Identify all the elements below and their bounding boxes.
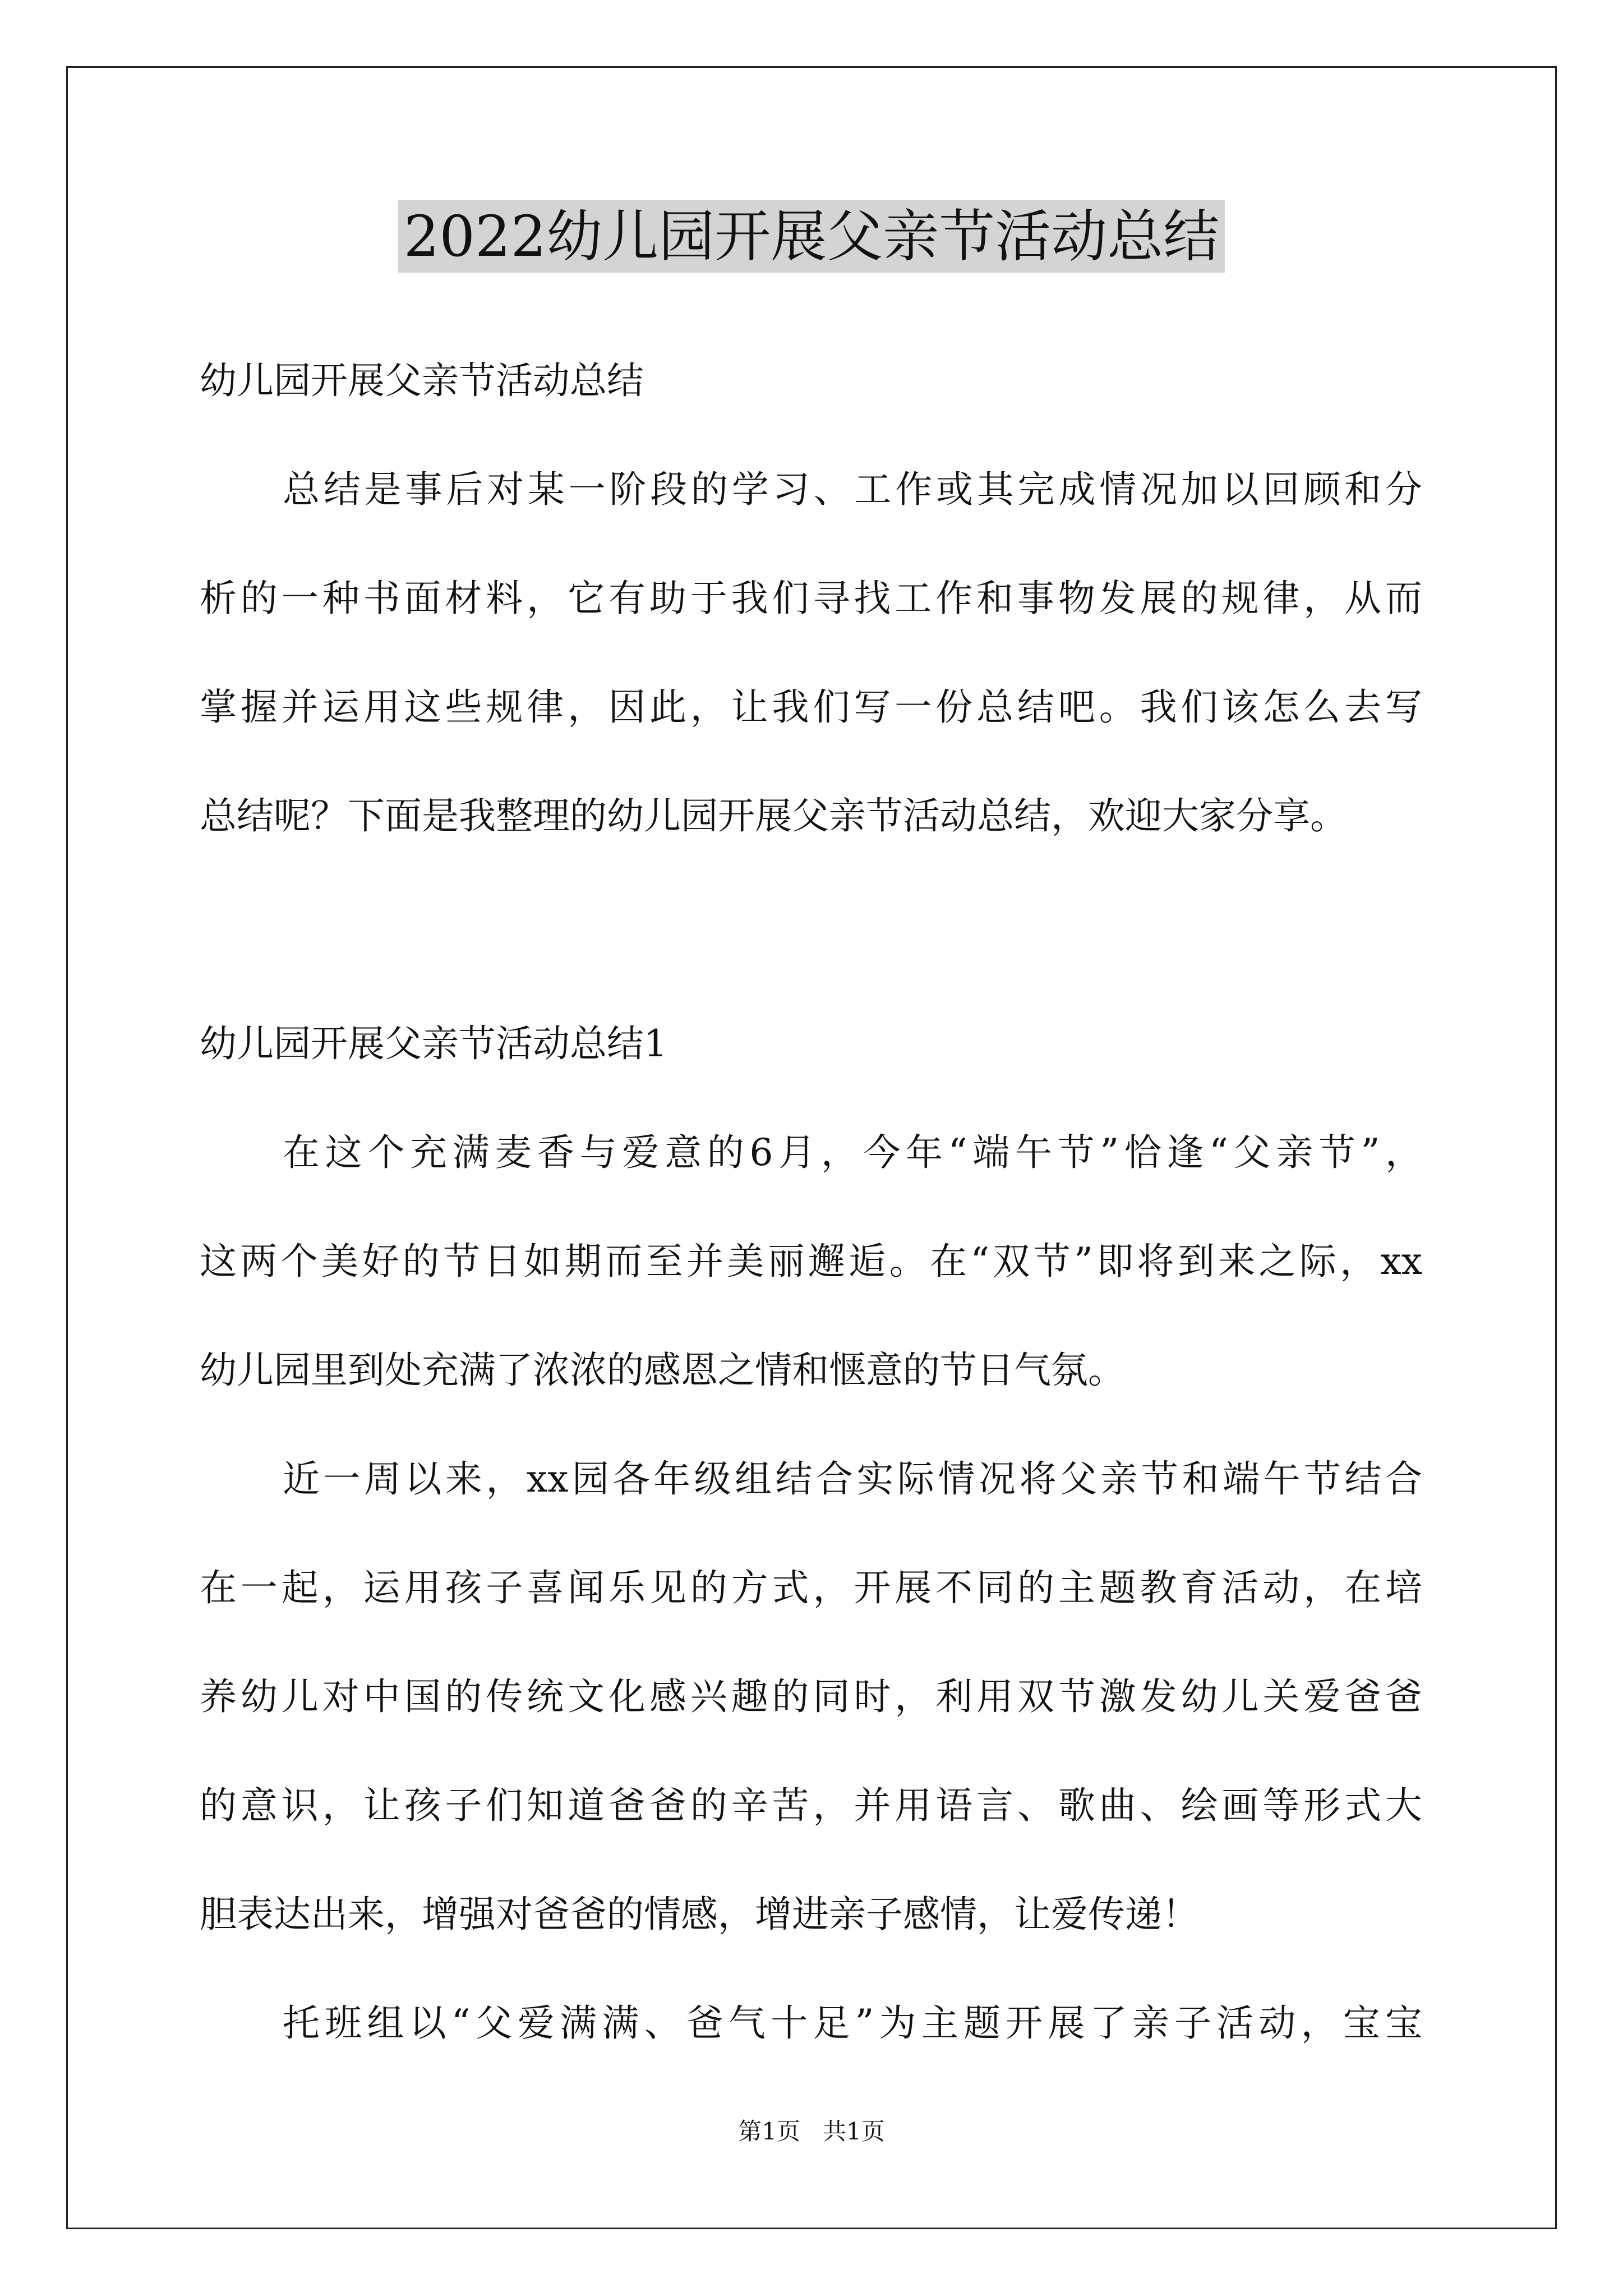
intro-line: 掌握并运用这些规律，因此，让我们写一份总结吧。我们该怎么去写 bbox=[200, 685, 1422, 729]
paragraph2-line: 的意识，让孩子们知道爸爸的辛苦，并用语言、歌曲、绘画等形式大 bbox=[200, 1784, 1422, 1827]
paragraph2-line: 养幼儿对中国的传统文化感兴趣的同时，利用双节激发幼儿关爱爸爸 bbox=[200, 1675, 1422, 1718]
page-footer: 第1页 共1页 bbox=[738, 2118, 885, 2145]
paragraph1-line: 这两个美好的节日如期而至并美丽邂逅。在“双节”即将到来之际，xx bbox=[200, 1240, 1422, 1283]
paragraph3-line: 托班组以“父爱满满、爸气十足”为主题开展了亲子活动，宝宝 bbox=[283, 2001, 1422, 2045]
section-heading: 幼儿园开展父亲节活动总结1 bbox=[200, 1022, 667, 1065]
document-title bbox=[0, 197, 1623, 276]
intro-line: 析的一种书面材料，它有助于我们寻找工作和事物发展的规律，从而 bbox=[200, 577, 1422, 620]
paragraph1-line: 在这个充满麦香与爱意的6月，今年“端午节”恰逢“父亲节”， bbox=[283, 1131, 1422, 1174]
intro-line: 总结呢？下面是我整理的幼儿园开展父亲节活动总结，欢迎大家分享。 bbox=[200, 794, 1347, 838]
intro-line: 总结是事后对某一阶段的学习、工作或其完成情况加以回顾和分 bbox=[283, 468, 1422, 511]
paragraph2-line: 胆表达出来，增强对爸爸的情感，增进亲子感情，让爱传递！ bbox=[200, 1893, 1199, 1936]
paragraph2-line: 近一周以来，xx园各年级组结合实际情况将父亲节和端午节结合 bbox=[283, 1457, 1422, 1501]
paragraph2-line: 在一起，运用孩子喜闻乐见的方式，开展不同的主题教育活动，在培 bbox=[200, 1566, 1422, 1609]
document-title-text: 2022幼儿园开展父亲节活动总结 bbox=[398, 200, 1225, 273]
document-subtitle: 幼儿园开展父亲节活动总结 bbox=[200, 359, 644, 402]
paragraph1-line: 幼儿园里到处充满了浓浓的感恩之情和惬意的节日气氛。 bbox=[200, 1349, 1125, 1392]
